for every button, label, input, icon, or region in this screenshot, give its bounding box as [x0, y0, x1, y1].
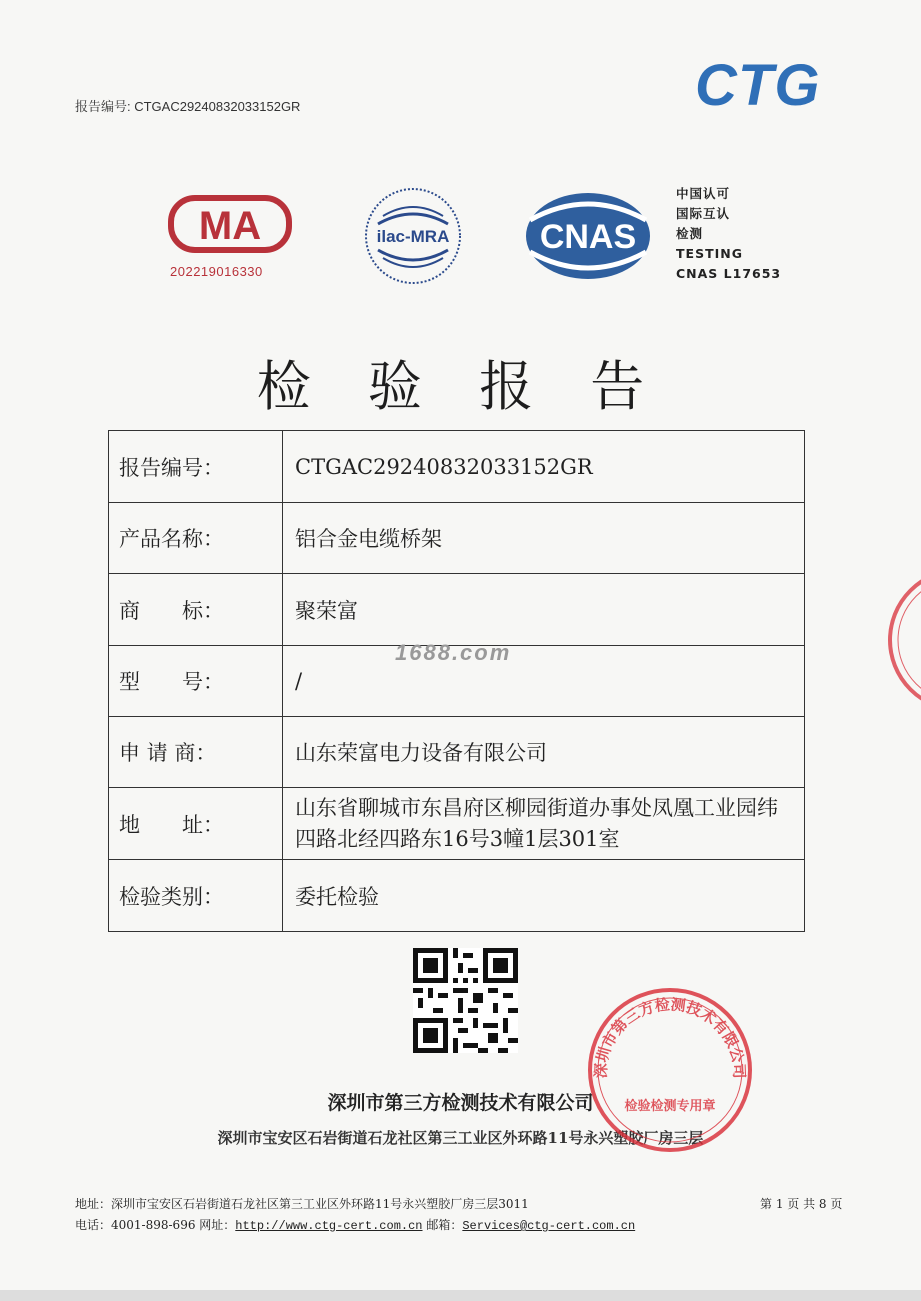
email-link[interactable]: Services@ctg-cert.com.cn: [462, 1219, 636, 1233]
field-value: /: [283, 646, 805, 717]
bottom-bar: [0, 1290, 921, 1301]
website-link[interactable]: http://www.ctg-cert.com.cn: [235, 1219, 423, 1233]
qr-code: [413, 948, 518, 1053]
cma-code: 202219016330: [170, 264, 263, 279]
field-value: 山东荣富电力设备有限公司: [283, 717, 805, 788]
svg-text:CNAS: CNAS: [539, 218, 637, 256]
field-label: 检验类别：: [109, 860, 283, 932]
ctg-logo: CTG: [695, 53, 821, 118]
footer-contact: [75, 1216, 635, 1233]
report-number-header: 报告编号: CTGAC29240832033152GR: [75, 99, 301, 114]
ilac-mra-logo: [363, 186, 463, 286]
table-row: [109, 431, 805, 503]
svg-text:检验检测专用章: 检验检测专用章: [624, 1099, 716, 1114]
page-number: 第 1 页 共 8 页: [760, 1197, 843, 1211]
table-row: [109, 574, 805, 646]
watermark: 1688.com: [395, 640, 512, 665]
email-label: 邮箱：: [422, 1218, 463, 1232]
table-row: [109, 503, 805, 574]
field-label: 地 址：: [109, 788, 283, 860]
field-value: 铝合金电缆桥架: [283, 503, 805, 574]
field-label: 商 标：: [109, 574, 283, 646]
cnas-logo: [522, 190, 654, 282]
field-value: 聚荣富: [283, 574, 805, 646]
edge-seal: [880, 560, 921, 720]
cma-logo: [168, 192, 292, 256]
page-title: 检 验 报 告: [256, 355, 665, 418]
field-value: 委托检验: [283, 860, 805, 932]
field-value: 山东省聊城市东昌府区柳园街道办事处凤凰工业园纬四路北经四路东16号3幢1层301室: [283, 788, 805, 860]
field-value: CTGAC29240832033152GR: [283, 431, 805, 503]
field-label: 型 号：: [109, 646, 283, 717]
footer-address: 地址：深圳市宝安区石岩街道石龙社区第三工业区外环路11号永兴塑胶厂房三层3011: [75, 1197, 529, 1211]
table-row: [109, 717, 805, 788]
svg-text:MA: MA: [198, 204, 262, 248]
svg-text:ilac-MRA: ilac-MRA: [376, 227, 450, 246]
cnas-accreditation-text: 中国认可 国际互认 检测 TESTING CNAS L17653: [676, 186, 782, 281]
svg-text:深圳市第三方检测技术有限公司: 深圳市第三方检测技术有限公司: [591, 995, 749, 1079]
field-label: 申 请 商：: [109, 717, 283, 788]
table-row: [109, 788, 805, 860]
field-label: 产品名称：: [109, 503, 283, 574]
issuer-company: 深圳市第三方检测技术有限公司: [327, 1092, 594, 1114]
phone-label: 电话：4001-898-696 网址：: [75, 1218, 236, 1232]
table-row: [109, 860, 805, 932]
report-info-table: [108, 430, 805, 932]
field-label: 报告编号：: [109, 431, 283, 503]
official-seal: [585, 985, 755, 1155]
issuer-address: 深圳市宝安区石岩街道石龙社区第三工业区外环路11号永兴塑胶厂房三层: [217, 1129, 704, 1147]
